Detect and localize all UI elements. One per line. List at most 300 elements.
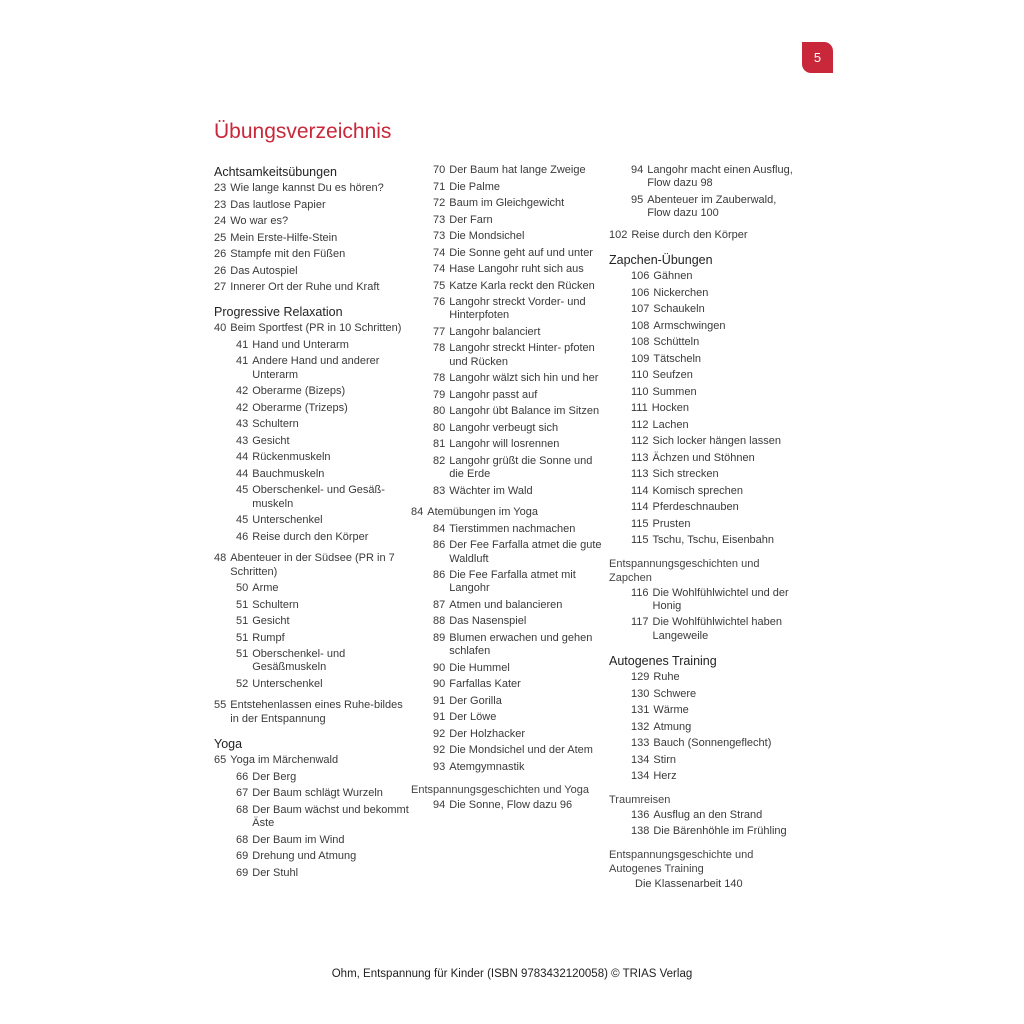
toc-entry	[609, 402, 795, 415]
toc-entry-title: Oberarme (Trizeps)	[252, 401, 348, 414]
toc-entry	[214, 232, 410, 245]
toc-entry	[411, 280, 607, 293]
toc-entry	[411, 523, 607, 536]
toc-entry-title: Schaukeln	[653, 303, 705, 316]
toc-page-number: 42	[236, 385, 249, 398]
toc-entry-title: Unterschenkel	[252, 514, 323, 527]
toc-page-number: 42	[236, 401, 249, 414]
toc-page-number: 90	[433, 661, 446, 674]
toc-page-number: 51	[236, 598, 249, 611]
toc-entry	[609, 287, 795, 300]
toc-entry-title: Yoga im Märchenwald	[230, 754, 339, 767]
toc-entry	[411, 632, 607, 659]
toc-entry	[411, 485, 607, 498]
toc-page-number: 110	[631, 385, 649, 398]
toc-page-number: 66	[236, 770, 249, 783]
toc-entry	[609, 353, 795, 366]
toc-page-number: 46	[236, 530, 249, 543]
toc-entry-title: Reise durch den Körper	[631, 228, 748, 241]
toc-entry-title: Beim Sportfest (PR in 10 Schritten)	[230, 322, 402, 335]
toc-entry-title: Die Mondsichel und der Atem	[449, 744, 593, 757]
toc-page-number: 48	[214, 552, 227, 565]
toc-page-number: 138	[631, 825, 650, 838]
toc-entry	[214, 632, 410, 645]
toc-page-number: 78	[433, 342, 446, 355]
toc-entry-title: Schultern	[252, 598, 299, 611]
toc-entry-title: Die Sonne geht auf und unter	[449, 246, 593, 259]
toc-entry-title: Baum im Gleichgewicht	[449, 197, 565, 209]
toc-entry-title: Oberschenkel- und Gesäß-muskeln	[252, 484, 385, 510]
toc-entry	[411, 711, 607, 724]
toc-entry	[411, 296, 607, 323]
section-heading: Traumreisen	[609, 793, 671, 806]
toc-page-number: 134	[631, 753, 650, 766]
toc-entry-title: Seufzen	[652, 369, 693, 382]
toc-entry-title: Die Bärenhöhle im Frühling	[653, 825, 787, 838]
toc-page-number: 115	[631, 534, 649, 547]
toc-entry-title: Ausflug an den Strand	[653, 808, 763, 821]
toc-page-number: 115	[631, 517, 649, 530]
toc-entry	[411, 372, 607, 385]
toc-entry	[214, 199, 410, 212]
toc-page-number: 25	[214, 231, 227, 244]
toc-entry-title: Langohr macht einen Ausflug, Flow dazu 98	[647, 164, 793, 190]
toc-page-number: 67	[236, 787, 249, 800]
toc-entry	[609, 518, 795, 531]
toc-entry-title: Langohr übt Balance im Sitzen	[449, 405, 600, 418]
toc-page-number: 52	[236, 677, 249, 690]
toc-entry	[609, 825, 795, 838]
toc-entry-title: Hocken	[651, 402, 690, 415]
toc-entry-title: Langohr balanciert	[449, 325, 541, 338]
toc-entry-title: Pferdeschnauben	[652, 501, 739, 514]
toc-entry	[411, 326, 607, 339]
toc-entry	[609, 770, 795, 783]
toc-page-number: 81	[433, 438, 446, 451]
toc-entry	[609, 435, 795, 448]
toc-entry-title: Langohr verbeugt sich	[449, 421, 559, 434]
toc-page-number: 86	[433, 539, 446, 552]
toc-entry-title: Abenteuer im Zauberwald, Flow dazu 100	[647, 193, 777, 220]
toc-entry-title: Innerer Ort der Ruhe und Kraft	[230, 281, 380, 293]
toc-page-number: 130	[631, 687, 650, 700]
toc-entry	[411, 744, 607, 757]
toc-page-number: 87	[433, 598, 446, 611]
toc-entry-title: Die Wohlfühlwichtel haben Langeweile	[652, 616, 782, 642]
toc-page-number: 45	[236, 484, 249, 497]
toc-entry	[214, 402, 410, 415]
toc-entry-title: Blumen erwachen und gehen schlafen	[449, 631, 593, 658]
page-footer: Ohm, Entspannung für Kinder (ISBN 9783432120058) © TRIAS Verlag	[331, 968, 693, 980]
toc-entry	[609, 878, 795, 891]
section-heading: Achtsamkeitsübungen	[214, 165, 337, 179]
toc-entry	[609, 587, 795, 614]
toc-entry-title: Oberarme (Bizeps)	[252, 385, 346, 398]
toc-page-number: 69	[236, 850, 249, 863]
toc-page-number: 77	[433, 325, 446, 338]
toc-entry	[411, 799, 607, 812]
toc-page-number: 76	[433, 296, 446, 308]
toc-entry-title: Das lautlose Papier	[230, 198, 326, 211]
toc-page-number: 26	[214, 264, 227, 277]
toc-entry	[411, 438, 607, 451]
toc-page-number: 129	[631, 671, 650, 684]
toc-entry	[609, 754, 795, 767]
toc-entry-title: Schütteln	[653, 336, 700, 349]
toc-entry	[411, 455, 607, 482]
toc-entry	[411, 263, 607, 276]
toc-entry-title: Katze Karla reckt den Rücken	[449, 279, 595, 292]
toc-entry	[411, 599, 607, 612]
toc-entry	[214, 804, 410, 831]
toc-entry	[411, 197, 607, 210]
toc-entry	[214, 435, 410, 448]
toc-entry-title: Atmung	[653, 720, 692, 733]
toc-page-number: 112	[631, 435, 649, 448]
toc-entry-title: Langohr grüßt die Sonne und die Erde	[449, 454, 593, 481]
toc-entry-title: Der Holzhacker	[449, 727, 526, 740]
toc-column-1	[214, 164, 410, 883]
toc-entry-title: Langohr streckt Vorder- und Hinterpfoten	[449, 296, 586, 322]
toc-entry	[609, 704, 795, 717]
toc-entry-title: Tätscheln	[653, 352, 702, 365]
toc-page-number: 51	[236, 648, 249, 661]
toc-entry-title: Wie lange kannst Du es hören?	[230, 182, 384, 194]
toc-entry-title: Die Wohlfühlwichtel und der Honig	[652, 586, 789, 612]
toc-page-number: 102	[609, 228, 628, 241]
toc-page-number: 26	[214, 248, 227, 260]
toc-entry	[411, 405, 607, 418]
page-number-badge: 5	[802, 42, 833, 73]
toc-entry-title: Abenteuer in der Südsee (PR in 7 Schritten)	[230, 552, 395, 578]
toc-entry	[411, 422, 607, 435]
toc-page-number: 41	[236, 355, 249, 368]
toc-entry	[609, 270, 795, 283]
toc-entry	[609, 616, 795, 643]
toc-page-number: 80	[433, 405, 446, 418]
toc-page-number: 74	[433, 263, 446, 275]
toc-entry-title: Herz	[653, 770, 677, 783]
toc-entry-title: Langohr will losrennen	[449, 438, 560, 451]
toc-entry	[214, 339, 410, 352]
toc-page-number: 108	[631, 336, 650, 349]
toc-entry-title: Das Nasenspiel	[449, 615, 527, 628]
toc-entry	[411, 662, 607, 675]
toc-entry	[214, 514, 410, 527]
toc-entry	[214, 582, 410, 595]
toc-entry	[214, 699, 410, 726]
toc-page-number: 82	[433, 454, 446, 467]
toc-entry	[214, 468, 410, 481]
toc-page-number: 68	[236, 833, 249, 846]
toc-entry	[609, 737, 795, 750]
toc-entry	[609, 229, 795, 242]
toc-page-number: 78	[433, 372, 446, 385]
toc-entry-title: Die Mondsichel	[449, 230, 525, 242]
toc-entry-title: Die Sonne, Flow dazu 96	[449, 799, 573, 812]
toc-entry-title: Schwere	[653, 687, 697, 700]
toc-page-number: 23	[214, 198, 227, 211]
toc-entry-title: Hase Langohr ruht sich aus	[449, 263, 584, 275]
toc-entry-title: Andere Hand und anderer Unterarm	[252, 355, 380, 381]
toc-entry	[609, 534, 795, 547]
toc-entry-title: Rumpf	[252, 631, 285, 644]
toc-entry	[214, 787, 410, 800]
toc-entry-title: Schultern	[252, 418, 299, 431]
toc-entry-title: Mein Erste-Hilfe-Stein	[230, 231, 338, 244]
toc-page-number: 55	[214, 699, 227, 712]
toc-entry-title: Die Klassenarbeit 140	[635, 877, 743, 890]
toc-entry-title: Der Baum im Wind	[252, 833, 345, 846]
toc-entry-title: Ächzen und Stöhnen	[652, 451, 755, 464]
toc-entry-title: Der Löwe	[449, 711, 497, 724]
toc-page-number: 88	[433, 615, 446, 628]
toc-page-number: 114	[631, 484, 649, 497]
toc-entry-title: Ruhe	[653, 671, 680, 684]
toc-entry-title: Der Baum hat lange Zweige	[449, 164, 586, 176]
toc-entry-title: Farfallas Kater	[449, 678, 521, 691]
toc-page-number: 23	[214, 182, 227, 194]
toc-entry	[411, 342, 607, 369]
toc-page-number: 90	[433, 678, 446, 691]
toc-entry-title: Unterschenkel	[252, 677, 323, 690]
toc-page-number: 113	[631, 451, 649, 464]
toc-entry	[411, 695, 607, 708]
toc-entry-title: Atmen und balancieren	[449, 598, 563, 611]
toc-entry-title: Bauch (Sonnengeflecht)	[653, 737, 772, 750]
toc-page-number: 50	[236, 582, 249, 595]
toc-page-number: 107	[631, 303, 650, 316]
toc-page-number: 117	[631, 616, 649, 629]
toc-page-number: 40	[214, 322, 227, 335]
section-heading: Autogenes Training	[609, 654, 717, 669]
toc-entry	[411, 728, 607, 741]
toc-entry-title: Tierstimmen nachmachen	[449, 522, 576, 535]
toc-page-number: 74	[433, 246, 446, 259]
toc-page-number: 109	[631, 352, 650, 365]
toc-entry	[214, 552, 410, 579]
toc-entry	[411, 506, 607, 519]
toc-entry-title: Stampfe mit den Füßen	[230, 248, 346, 260]
toc-entry-title: Langohr wälzt sich hin und her	[449, 372, 599, 385]
section-heading: Progressive Relaxation	[214, 305, 343, 320]
toc-page-number: 86	[433, 569, 446, 582]
toc-entry	[214, 182, 410, 195]
toc-column-3	[609, 164, 795, 894]
toc-page-number: 27	[214, 281, 227, 293]
toc-entry	[214, 451, 410, 464]
toc-page-number: 93	[433, 760, 446, 773]
toc-page-number: 69	[236, 866, 249, 879]
toc-entry-title: Entstehenlassen eines Ruhe-bildes in der Entspannung	[230, 699, 403, 725]
toc-entry	[214, 484, 410, 511]
toc-entry	[609, 320, 795, 333]
toc-page-number: 65	[214, 754, 227, 767]
toc-page-number: 44	[236, 451, 249, 464]
toc-entry	[411, 539, 607, 566]
toc-page-number: 45	[236, 514, 249, 527]
section-heading: Zapchen-Übungen	[609, 253, 713, 268]
toc-entry	[411, 181, 607, 194]
toc-page-number: 24	[214, 215, 227, 227]
toc-entry-title: Gesicht	[252, 434, 290, 447]
toc-entry-title: Atemgymnastik	[449, 760, 525, 773]
section-heading: Entspannungsgeschichten und Zapchen	[609, 557, 760, 584]
toc-entry-title: Wächter im Wald	[449, 484, 533, 497]
toc-entry-title: Der Baum schlägt Wurzeln	[252, 787, 383, 800]
toc-entry-title: Die Fee Farfalla atmet mit Langohr	[449, 569, 576, 595]
toc-entry-title: Sich strecken	[652, 468, 719, 481]
toc-entry-title: Arme	[252, 582, 279, 595]
toc-page-number: 112	[631, 418, 649, 431]
toc-entry	[609, 671, 795, 684]
section-heading: Yoga	[214, 737, 243, 752]
section-heading: Entspannungsgeschichten und Yoga	[411, 784, 589, 797]
toc-entry-title: Komisch sprechen	[652, 484, 744, 497]
toc-entry	[214, 615, 410, 628]
toc-entry-title: Sich locker hängen lassen	[652, 435, 781, 448]
toc-page-number: 70	[433, 164, 446, 176]
toc-page-number: 91	[433, 694, 446, 707]
toc-entry	[609, 501, 795, 514]
toc-page-number: 113	[631, 468, 649, 481]
toc-entry	[214, 281, 410, 294]
toc-page-number: 43	[236, 434, 249, 447]
toc-page-number: 95	[631, 193, 644, 206]
toc-entry-title: Der Stuhl	[252, 866, 299, 879]
toc-entry-title: Gähnen	[653, 270, 693, 283]
toc-page-number: 51	[236, 615, 249, 628]
toc-entry	[411, 569, 607, 596]
toc-entry-title: Die Palme	[449, 180, 500, 193]
toc-entry	[214, 678, 410, 691]
toc-entry-title: Der Gorilla	[449, 694, 502, 707]
toc-page-number: 134	[631, 770, 650, 783]
toc-entry-title: Summen	[652, 385, 697, 398]
toc-entry	[214, 531, 410, 544]
toc-entry-title: Rückenmuskeln	[252, 451, 331, 464]
toc-page-number: 44	[236, 467, 249, 480]
toc-entry-title: Nickerchen	[653, 286, 709, 299]
toc-entry-title: Der Farn	[449, 213, 493, 226]
toc-entry-title: Wärme	[653, 704, 689, 717]
section-heading: Entspannungsgeschichte und Autogenes Training	[609, 848, 754, 875]
toc-entry	[214, 265, 410, 278]
toc-page-number: 71	[433, 180, 446, 193]
toc-entry	[411, 761, 607, 774]
toc-entry-title: Bauchmuskeln	[252, 467, 325, 480]
toc-page-number: 110	[631, 369, 649, 382]
toc-page-number: 83	[433, 484, 446, 497]
toc-entry	[411, 214, 607, 227]
toc-entry	[214, 385, 410, 398]
toc-page-number: 89	[433, 631, 446, 644]
toc-entry-title: Armschwingen	[653, 319, 726, 332]
toc-entry	[214, 648, 410, 675]
toc-page-number: 106	[631, 286, 650, 299]
toc-entry	[214, 771, 410, 784]
page-title: Übungsverzeichnis	[214, 120, 392, 143]
toc-entry	[411, 615, 607, 628]
toc-page-number: 131	[631, 704, 650, 717]
toc-entry-title: Der Berg	[252, 770, 297, 783]
toc-page-number: 111	[631, 402, 648, 415]
toc-page-number: 94	[631, 164, 644, 176]
toc-page-number: 114	[631, 501, 649, 514]
toc-entry-title: Prusten	[652, 517, 691, 530]
toc-page-number: 91	[433, 711, 446, 724]
toc-entry	[411, 247, 607, 260]
toc-page-number: 80	[433, 421, 446, 434]
toc-entry-title: Langohr streckt Hinter- pfoten und Rücken	[449, 342, 595, 368]
toc-page-number: 92	[433, 727, 446, 740]
toc-entry-title: Reise durch den Körper	[252, 530, 369, 543]
toc-entry	[609, 452, 795, 465]
toc-entry	[214, 867, 410, 880]
toc-entry	[214, 355, 410, 382]
toc-entry	[609, 468, 795, 481]
toc-entry-title: Stirn	[653, 753, 676, 766]
toc-page-number: 75	[433, 279, 446, 292]
toc-entry-title: Das Autospiel	[230, 264, 298, 277]
toc-entry	[214, 754, 410, 767]
toc-page-number: 51	[236, 631, 249, 644]
toc-entry	[609, 721, 795, 734]
toc-entry-title: Hand und Unterarm	[252, 338, 349, 351]
toc-page-number: 136	[631, 808, 650, 821]
toc-entry-title: Atemübungen im Yoga	[427, 506, 538, 519]
toc-entry	[609, 386, 795, 399]
toc-entry-title: Die Hummel	[449, 661, 510, 674]
toc-entry-title: Der Fee Farfalla atmet die gute Waldluft	[449, 539, 602, 565]
toc-entry	[609, 303, 795, 316]
toc-entry-title: Lachen	[652, 418, 689, 431]
toc-page-number: 132	[631, 720, 650, 733]
toc-entry	[609, 419, 795, 432]
toc-entry	[609, 688, 795, 701]
toc-entry	[609, 485, 795, 498]
toc-page-number: 108	[631, 319, 650, 332]
toc-entry-title: Tschu, Tschu, Eisenbahn	[652, 534, 775, 547]
toc-entry-title: Gesicht	[252, 615, 290, 628]
toc-entry	[214, 834, 410, 847]
toc-entry	[411, 678, 607, 691]
toc-entry	[609, 194, 795, 221]
toc-entry-title: Langohr passt auf	[449, 388, 538, 401]
toc-entry	[214, 215, 410, 228]
toc-entry	[609, 369, 795, 382]
toc-entry	[214, 418, 410, 431]
toc-entry-title: Wo war es?	[230, 215, 289, 227]
toc-entry	[609, 809, 795, 822]
toc-page-number: 84	[433, 522, 446, 535]
toc-page-number: 133	[631, 737, 650, 750]
toc-page-number: 43	[236, 418, 249, 431]
toc-entry	[609, 164, 795, 191]
toc-page-number: 84	[411, 506, 424, 519]
toc-page-number: 72	[433, 197, 446, 209]
toc-entry-title: Der Baum wächst und bekommt Äste	[252, 803, 409, 830]
toc-page-number: 116	[631, 586, 649, 599]
toc-page-number: 41	[236, 338, 249, 351]
toc-page-number: 94	[433, 799, 446, 812]
toc-page-number: 73	[433, 213, 446, 226]
toc-page-number: 79	[433, 388, 446, 401]
toc-entry	[411, 164, 607, 177]
toc-entry	[609, 336, 795, 349]
toc-entry	[214, 599, 410, 612]
toc-entry	[214, 248, 410, 261]
